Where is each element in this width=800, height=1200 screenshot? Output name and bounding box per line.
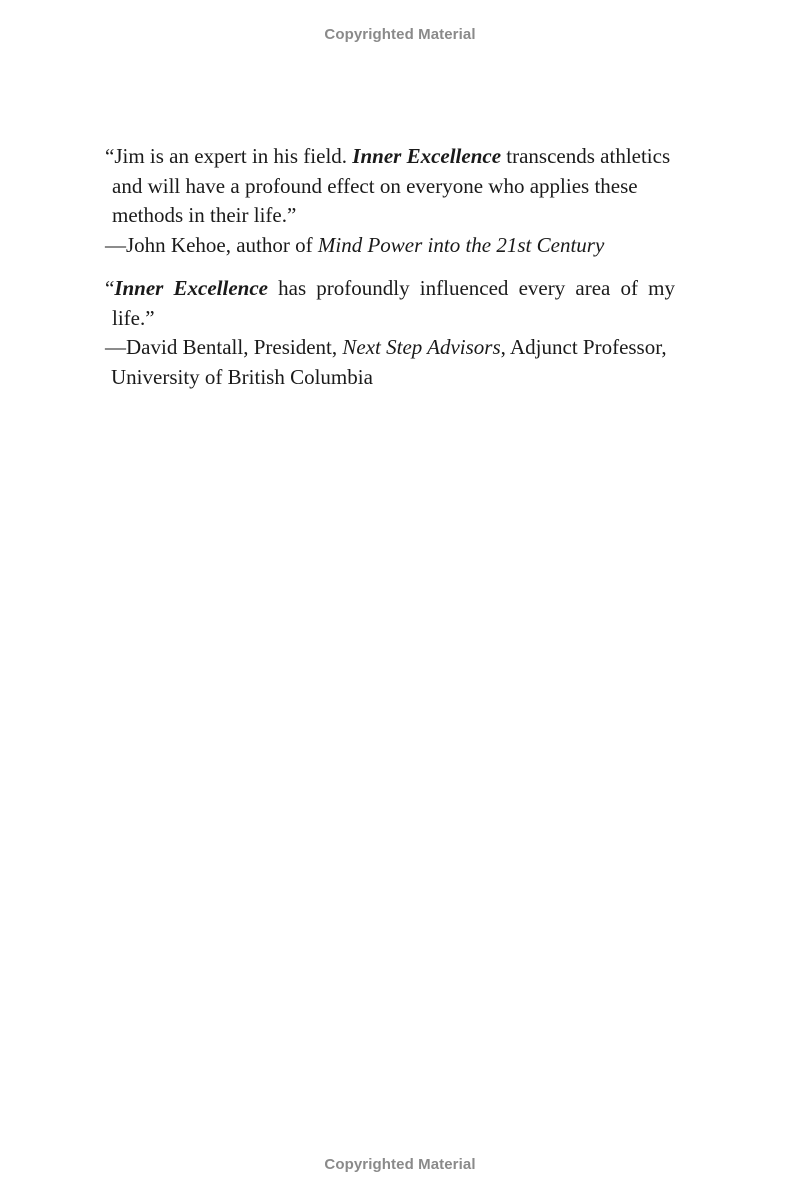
endorsement-kehoe xyxy=(105,142,675,260)
endorsements xyxy=(105,142,675,406)
attribution-title: Next Step Advisors xyxy=(342,335,501,359)
attribution-title: Mind Power into the 21st Century xyxy=(317,232,605,257)
quote-text: has profoundly influenced every area of my life.” xyxy=(112,276,676,330)
quote-text: “Jim is an expert in his field. xyxy=(105,144,353,168)
copyright-watermark-top: Copyrighted Material xyxy=(324,26,476,43)
endorsement-attribution xyxy=(105,333,675,392)
endorsement-quote xyxy=(105,274,675,333)
book-title: Inner Excellence xyxy=(114,276,268,300)
copyright-watermark-bottom: Copyrighted Material xyxy=(324,1156,476,1173)
attribution-text: , Adjunct Professor, University of British Columbia xyxy=(111,335,667,389)
endorsement-quote xyxy=(105,142,675,231)
book-title: Inner Excellence xyxy=(352,144,502,168)
endorsement-bentall xyxy=(105,274,675,392)
quote-text: transcends athletics and will have a profound effect on everyone who applies these methods in their life.” xyxy=(112,144,671,227)
quote-text: “ xyxy=(105,276,115,300)
attribution-text: —David Bentall, President, xyxy=(105,335,343,359)
endorsement-attribution xyxy=(105,231,675,261)
attribution-text: —John Kehoe, author of xyxy=(105,232,318,257)
